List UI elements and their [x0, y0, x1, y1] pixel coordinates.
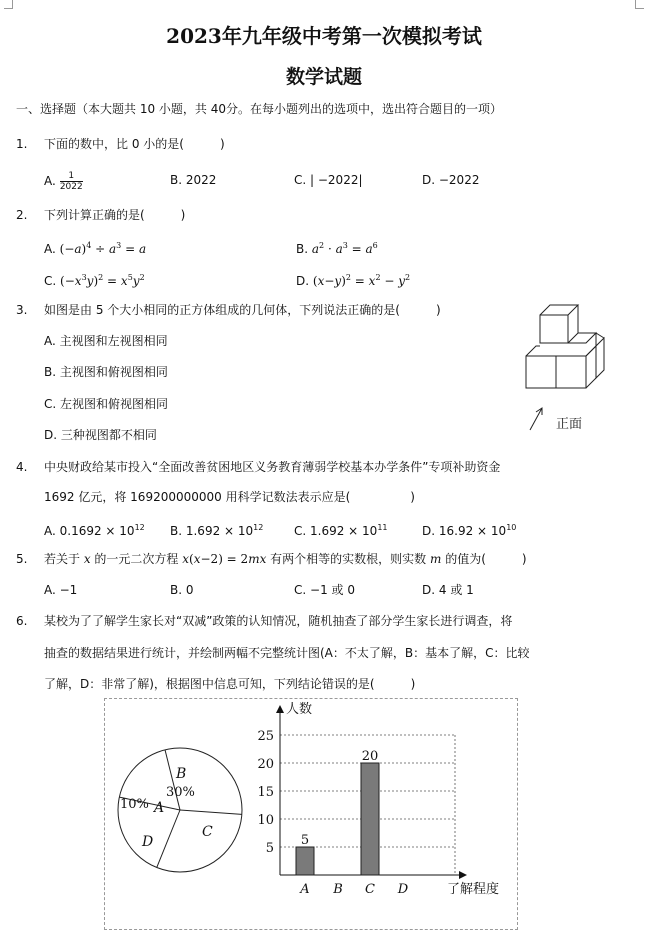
q3-option-a[interactable]: A. 主视图和左视图相同	[44, 334, 168, 348]
corner-mark-left	[4, 0, 13, 9]
q4-option-a-exp: 12	[134, 523, 145, 532]
q4-option-a-base: A. 0.1692 × 10	[44, 524, 135, 538]
q2-option-a-label: A.	[44, 242, 56, 256]
q2-option-b-label: B.	[296, 242, 309, 256]
q4-option-c-base: C. 1.692 × 10	[294, 524, 378, 538]
q5-option-b[interactable]: B. 0	[170, 583, 194, 597]
q1-option-a-fraction	[60, 171, 83, 192]
q5-stem-mid: 的一元二次方程	[90, 552, 183, 566]
q5-option-d[interactable]: D. 4 或 1	[422, 583, 474, 597]
q5-stem: 若关于 x 的一元二次方程 x(x−2) = 2mx 有两个相等的实数根，则实数 m 的值为( )	[44, 552, 527, 566]
q1-option-b[interactable]: B. 2022	[170, 173, 217, 187]
q1-option-d[interactable]: D. −2022	[422, 173, 480, 187]
q4-option-c-exp: 11	[377, 523, 388, 532]
q6-line1: 某校为了了解学生家长对“双减”政策的认知情况，随机抽查了部分学生家长进行调查，将	[44, 614, 513, 628]
bar-data-label-a: 5	[300, 833, 310, 848]
q5-stem-end: 的值为( )	[441, 552, 527, 566]
bottom-left-top-edge	[526, 346, 540, 356]
pie-slice-label-d: D	[142, 834, 154, 850]
pie-slice-label-b: B	[176, 766, 187, 782]
corner-mark-right	[635, 0, 644, 9]
q4-line2: 1692 亿元，将 169200000000 用科学记数法表示应是( )	[44, 490, 415, 504]
cube-figure	[520, 300, 620, 440]
q2-number: 2.	[16, 208, 28, 222]
q2-option-a[interactable]: A. $(-a)^4 \div a^3 = a$	[44, 241, 147, 256]
bar-c	[361, 763, 379, 875]
back-right-cube	[586, 338, 604, 378]
q3-option-d[interactable]: D. 三种视图都不相同	[44, 428, 157, 442]
pie-slice-label-a: A	[154, 800, 165, 816]
q5-stem-pre: 若关于	[44, 552, 84, 566]
x-axis-arrow	[459, 871, 467, 879]
x-tick-label-c: C	[365, 882, 375, 897]
y-axis-title: 人数	[286, 702, 313, 717]
q4-option-b[interactable]	[170, 520, 263, 539]
y-tick-label-20: 20	[257, 757, 274, 772]
q2-option-d[interactable]: D. $(x-y)^2 = x^2 - y^2$	[296, 273, 411, 288]
q4-option-b-exp: 12	[253, 523, 264, 532]
bar-data-label-c: 20	[361, 749, 379, 764]
q1-number: 1.	[16, 137, 28, 151]
q5-stem-post: 有两个相等的实数根，则实数	[266, 552, 430, 566]
q4-option-d-base: D. 16.92 × 10	[422, 524, 507, 538]
section-heading: 一、选择题（本大题共 10 小题，共 40分。在每小题列出的选项中，选出符合题目的一项）	[16, 102, 502, 116]
pie-slice-divider-3	[180, 810, 242, 814]
bottom-middle-cube	[556, 356, 586, 388]
q5-option-a[interactable]: A. −1	[44, 583, 78, 597]
top-cube-top	[540, 305, 578, 315]
q4-option-d[interactable]	[422, 520, 516, 539]
q4-option-d-exp: 10	[506, 523, 517, 532]
q2-option-c-label: C.	[44, 274, 57, 288]
q1-option-a[interactable]	[44, 171, 83, 192]
y-axis-arrow	[276, 705, 284, 713]
q3-option-c[interactable]: C. 左视图和俯视图相同	[44, 397, 169, 411]
q3-stem: 如图是由 5 个大小相同的正方体组成的几何体，下列说法正确的是( )	[44, 303, 441, 317]
q4-option-b-base: B. 1.692 × 10	[170, 524, 254, 538]
x-axis-title: 了解程度	[447, 882, 500, 897]
y-tick-label-15: 15	[257, 785, 274, 800]
fraction-numerator: 1	[60, 171, 83, 182]
q6-line2: 抽查的数据结果进行统计，并绘制两幅不完整统计图(A：不太了解，B：基本了解，C：比较	[44, 646, 530, 660]
q6-number: 6.	[16, 614, 28, 628]
x-tick-label-a: A	[300, 882, 310, 897]
q2-option-c[interactable]: C. $(-x^3y)^2 = x^5y^2$	[44, 273, 145, 288]
q2-stem: 下列计算正确的是( )	[44, 208, 186, 222]
q2-option-b[interactable]: B. $a^2 \cdot a^3 = a^6$	[296, 241, 378, 256]
q1-option-a-label: A.	[44, 174, 56, 188]
q1-stem: 下面的数中，比 0 小的是( )	[44, 137, 225, 151]
exam-title: 2023年九年级中考第一次模拟考试	[166, 24, 482, 48]
q3-option-b[interactable]: B. 主视图和俯视图相同	[44, 365, 168, 379]
q1-option-c[interactable]: C. | −2022|	[294, 173, 363, 187]
right-top-edge	[596, 333, 604, 338]
bottom-right-edge	[586, 378, 596, 388]
x-tick-label-b: B	[333, 882, 343, 897]
bar-a	[296, 847, 314, 875]
y-tick-label-5: 5	[265, 841, 274, 856]
y-tick-label-25: 25	[257, 729, 274, 744]
top-cube-front	[540, 315, 568, 343]
bar-chart	[250, 700, 515, 900]
bottom-left-cube	[526, 356, 556, 388]
front-arrow	[530, 408, 542, 430]
pie-chart	[110, 740, 250, 880]
q4-line1: 中央财政给某市投入“全面改善贫困地区义务教育薄弱学校基本办学条件”专项补助资金	[44, 460, 501, 474]
q4-option-a[interactable]	[44, 520, 145, 539]
pie-slice-divider-4	[157, 810, 180, 867]
y-tick-label-10: 10	[257, 813, 274, 828]
q4-number: 4.	[16, 460, 28, 474]
pie-slice-label-c: C	[202, 824, 213, 840]
q3-number: 3.	[16, 303, 28, 317]
x-tick-label-d: D	[397, 882, 409, 897]
pie-slice-percent-b: 30%	[166, 785, 195, 800]
q6-line3: 了解，D：非常了解)，根据图中信息可知，下列结论错误的是( )	[44, 677, 416, 691]
front-label: 正面	[556, 417, 583, 432]
q2-option-d-label: D.	[296, 274, 310, 288]
pie-slice-percent-a: 10%	[120, 797, 149, 812]
q5-option-c[interactable]: C. −1 或 0	[294, 583, 355, 597]
exam-subtitle: 数学试题	[285, 66, 362, 88]
fraction-denominator: 2022	[59, 182, 83, 192]
q5-number: 5.	[16, 552, 28, 566]
q4-option-c[interactable]	[294, 520, 388, 539]
